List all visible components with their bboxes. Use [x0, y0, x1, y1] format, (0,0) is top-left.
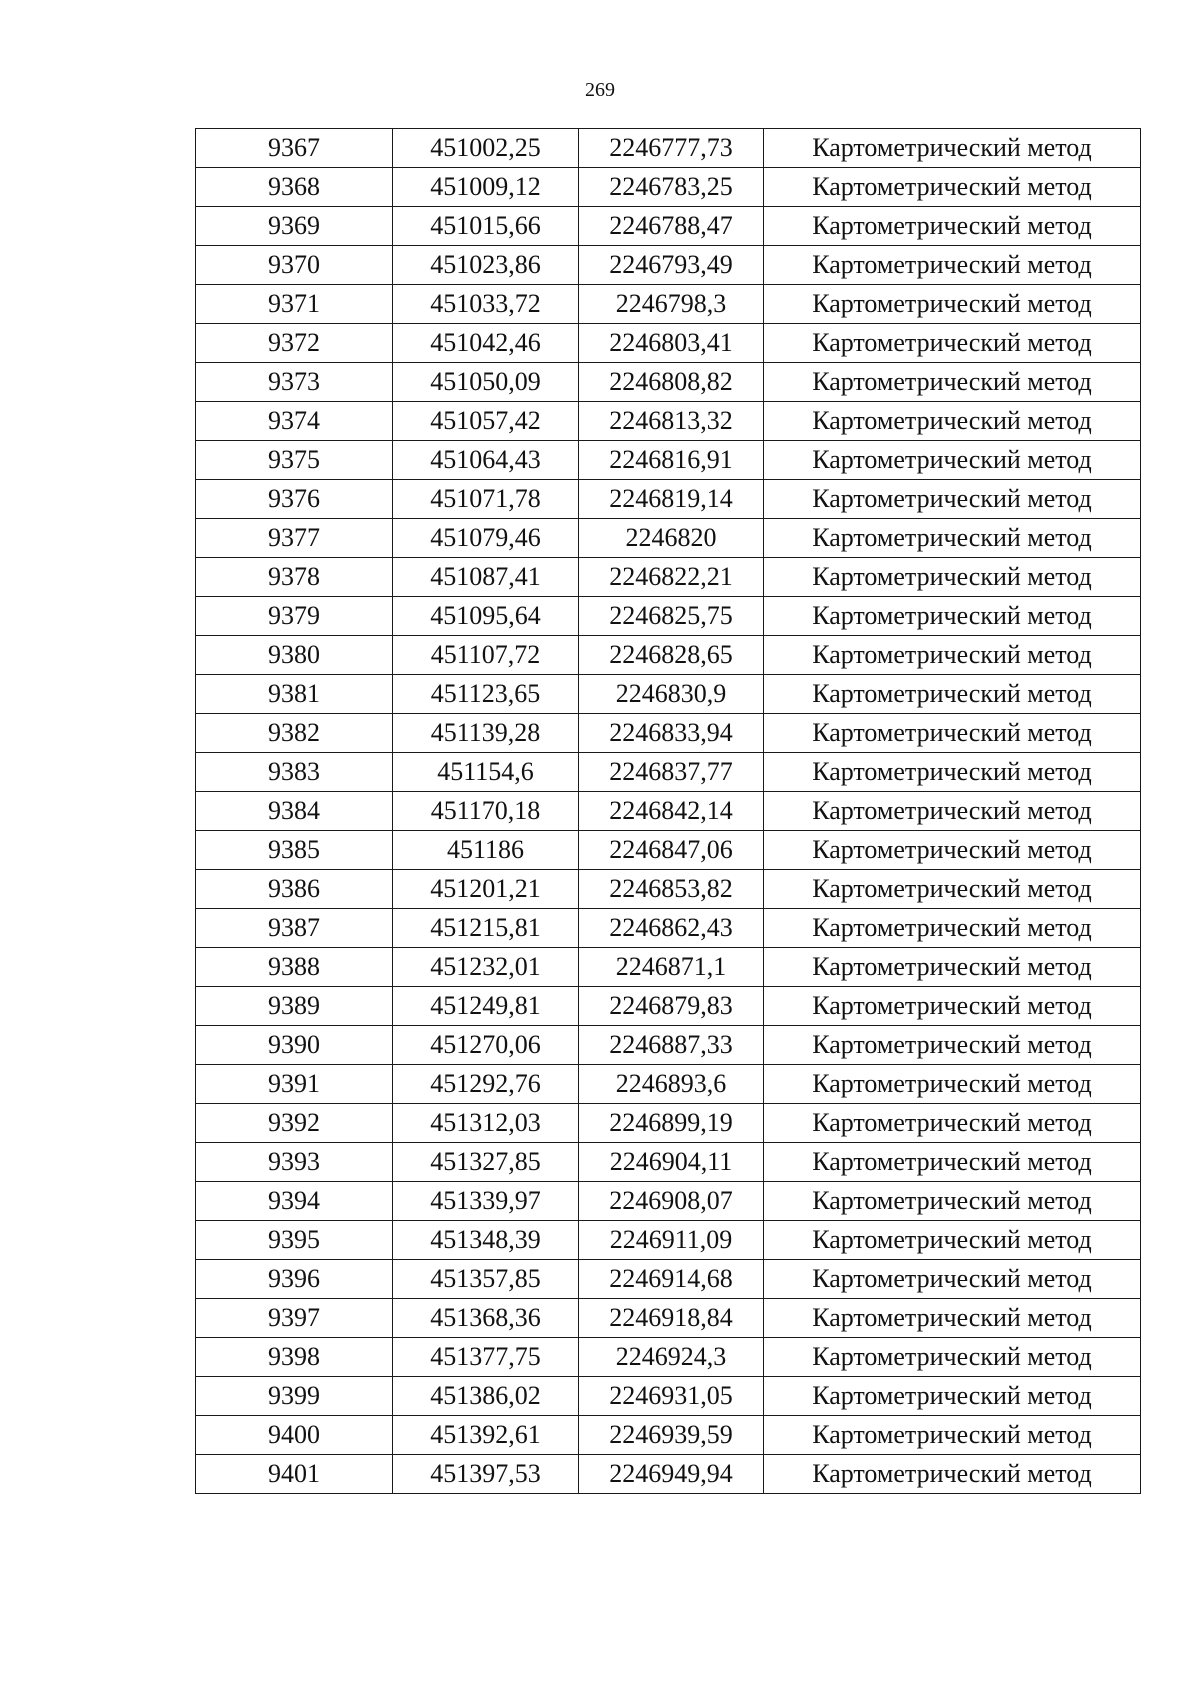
table-row [196, 207, 1141, 246]
point-number-cell: 9380 [196, 636, 393, 675]
point-number-cell: 9377 [196, 519, 393, 558]
x-coordinate-cell: 451079,46 [393, 519, 579, 558]
y-coordinate-cell: 2246822,21 [579, 558, 764, 597]
y-coordinate-cell: 2246830,9 [579, 675, 764, 714]
y-coordinate-cell: 2246879,83 [579, 987, 764, 1026]
table-row [196, 1065, 1141, 1104]
method-cell: Картометрический метод [764, 675, 1141, 714]
table-row [196, 1299, 1141, 1338]
x-coordinate-cell: 451057,42 [393, 402, 579, 441]
y-coordinate-cell: 2246939,59 [579, 1416, 764, 1455]
point-number-cell: 9373 [196, 363, 393, 402]
method-cell: Картометрический метод [764, 870, 1141, 909]
y-coordinate-cell: 2246887,33 [579, 1026, 764, 1065]
point-number-cell: 9376 [196, 480, 393, 519]
point-number-cell: 9381 [196, 675, 393, 714]
x-coordinate-cell: 451042,46 [393, 324, 579, 363]
point-number-cell: 9386 [196, 870, 393, 909]
table-row [196, 714, 1141, 753]
table-row [196, 129, 1141, 168]
method-cell: Картометрический метод [764, 948, 1141, 987]
table-row [196, 1104, 1141, 1143]
method-cell: Картометрический метод [764, 1104, 1141, 1143]
table-row [196, 636, 1141, 675]
point-number-cell: 9398 [196, 1338, 393, 1377]
x-coordinate-cell: 451095,64 [393, 597, 579, 636]
table-row [196, 1455, 1141, 1494]
table-row [196, 168, 1141, 207]
method-cell: Картометрический метод [764, 831, 1141, 870]
table-row [196, 285, 1141, 324]
y-coordinate-cell: 2246783,25 [579, 168, 764, 207]
method-cell: Картометрический метод [764, 1026, 1141, 1065]
y-coordinate-cell: 2246862,43 [579, 909, 764, 948]
method-cell: Картометрический метод [764, 363, 1141, 402]
table-row [196, 1182, 1141, 1221]
point-number-cell: 9387 [196, 909, 393, 948]
method-cell: Картометрический метод [764, 1221, 1141, 1260]
x-coordinate-cell: 451009,12 [393, 168, 579, 207]
method-cell: Картометрический метод [764, 1182, 1141, 1221]
table-row [196, 597, 1141, 636]
method-cell: Картометрический метод [764, 909, 1141, 948]
y-coordinate-cell: 2246793,49 [579, 246, 764, 285]
y-coordinate-cell: 2246837,77 [579, 753, 764, 792]
method-cell: Картометрический метод [764, 558, 1141, 597]
y-coordinate-cell: 2246899,19 [579, 1104, 764, 1143]
point-number-cell: 9378 [196, 558, 393, 597]
method-cell: Картометрический метод [764, 1065, 1141, 1104]
y-coordinate-cell: 2246911,09 [579, 1221, 764, 1260]
point-number-cell: 9372 [196, 324, 393, 363]
x-coordinate-cell: 451392,61 [393, 1416, 579, 1455]
y-coordinate-cell: 2246842,14 [579, 792, 764, 831]
point-number-cell: 9392 [196, 1104, 393, 1143]
y-coordinate-cell: 2246798,3 [579, 285, 764, 324]
table-row [196, 480, 1141, 519]
table-row [196, 441, 1141, 480]
point-number-cell: 9390 [196, 1026, 393, 1065]
coordinates-table-body [196, 129, 1141, 1494]
method-cell: Картометрический метод [764, 1299, 1141, 1338]
point-number-cell: 9371 [196, 285, 393, 324]
table-row [196, 1416, 1141, 1455]
point-number-cell: 9375 [196, 441, 393, 480]
point-number-cell: 9368 [196, 168, 393, 207]
method-cell: Картометрический метод [764, 402, 1141, 441]
table-row [196, 1221, 1141, 1260]
point-number-cell: 9397 [196, 1299, 393, 1338]
x-coordinate-cell: 451023,86 [393, 246, 579, 285]
method-cell: Картометрический метод [764, 207, 1141, 246]
method-cell: Картометрический метод [764, 1416, 1141, 1455]
x-coordinate-cell: 451327,85 [393, 1143, 579, 1182]
x-coordinate-cell: 451107,72 [393, 636, 579, 675]
x-coordinate-cell: 451170,18 [393, 792, 579, 831]
method-cell: Картометрический метод [764, 597, 1141, 636]
point-number-cell: 9400 [196, 1416, 393, 1455]
method-cell: Картометрический метод [764, 519, 1141, 558]
y-coordinate-cell: 2246825,75 [579, 597, 764, 636]
x-coordinate-cell: 451312,03 [393, 1104, 579, 1143]
table-row [196, 1143, 1141, 1182]
y-coordinate-cell: 2246819,14 [579, 480, 764, 519]
point-number-cell: 9394 [196, 1182, 393, 1221]
x-coordinate-cell: 451064,43 [393, 441, 579, 480]
point-number-cell: 9389 [196, 987, 393, 1026]
table-row [196, 753, 1141, 792]
point-number-cell: 9388 [196, 948, 393, 987]
table-row [196, 675, 1141, 714]
x-coordinate-cell: 451339,97 [393, 1182, 579, 1221]
x-coordinate-cell: 451357,85 [393, 1260, 579, 1299]
x-coordinate-cell: 451292,76 [393, 1065, 579, 1104]
y-coordinate-cell: 2246908,07 [579, 1182, 764, 1221]
x-coordinate-cell: 451348,39 [393, 1221, 579, 1260]
table-row [196, 1377, 1141, 1416]
y-coordinate-cell: 2246931,05 [579, 1377, 764, 1416]
x-coordinate-cell: 451215,81 [393, 909, 579, 948]
point-number-cell: 9396 [196, 1260, 393, 1299]
point-number-cell: 9395 [196, 1221, 393, 1260]
point-number-cell: 9382 [196, 714, 393, 753]
x-coordinate-cell: 451232,01 [393, 948, 579, 987]
point-number-cell: 9385 [196, 831, 393, 870]
x-coordinate-cell: 451087,41 [393, 558, 579, 597]
point-number-cell: 9374 [196, 402, 393, 441]
x-coordinate-cell: 451270,06 [393, 1026, 579, 1065]
method-cell: Картометрический метод [764, 792, 1141, 831]
point-number-cell: 9391 [196, 1065, 393, 1104]
x-coordinate-cell: 451015,66 [393, 207, 579, 246]
y-coordinate-cell: 2246871,1 [579, 948, 764, 987]
point-number-cell: 9370 [196, 246, 393, 285]
method-cell: Картометрический метод [764, 714, 1141, 753]
x-coordinate-cell: 451377,75 [393, 1338, 579, 1377]
method-cell: Картометрический метод [764, 753, 1141, 792]
table-row [196, 792, 1141, 831]
table-row [196, 870, 1141, 909]
y-coordinate-cell: 2246893,6 [579, 1065, 764, 1104]
method-cell: Картометрический метод [764, 1338, 1141, 1377]
method-cell: Картометрический метод [764, 168, 1141, 207]
y-coordinate-cell: 2246816,91 [579, 441, 764, 480]
method-cell: Картометрический метод [764, 1377, 1141, 1416]
x-coordinate-cell: 451154,6 [393, 753, 579, 792]
table-row [196, 324, 1141, 363]
table-row [196, 831, 1141, 870]
x-coordinate-cell: 451050,09 [393, 363, 579, 402]
x-coordinate-cell: 451249,81 [393, 987, 579, 1026]
coordinates-table [195, 128, 1141, 1494]
y-coordinate-cell: 2246803,41 [579, 324, 764, 363]
y-coordinate-cell: 2246828,65 [579, 636, 764, 675]
point-number-cell: 9369 [196, 207, 393, 246]
table-row [196, 402, 1141, 441]
x-coordinate-cell: 451186 [393, 831, 579, 870]
point-number-cell: 9379 [196, 597, 393, 636]
y-coordinate-cell: 2246820 [579, 519, 764, 558]
y-coordinate-cell: 2246813,32 [579, 402, 764, 441]
x-coordinate-cell: 451002,25 [393, 129, 579, 168]
y-coordinate-cell: 2246808,82 [579, 363, 764, 402]
x-coordinate-cell: 451139,28 [393, 714, 579, 753]
method-cell: Картометрический метод [764, 1143, 1141, 1182]
table-row [196, 1026, 1141, 1065]
table-row [196, 1338, 1141, 1377]
table-row [196, 519, 1141, 558]
x-coordinate-cell: 451201,21 [393, 870, 579, 909]
y-coordinate-cell: 2246777,73 [579, 129, 764, 168]
y-coordinate-cell: 2246949,94 [579, 1455, 764, 1494]
point-number-cell: 9399 [196, 1377, 393, 1416]
method-cell: Картометрический метод [764, 285, 1141, 324]
table-row [196, 1260, 1141, 1299]
table-row [196, 246, 1141, 285]
x-coordinate-cell: 451123,65 [393, 675, 579, 714]
x-coordinate-cell: 451386,02 [393, 1377, 579, 1416]
y-coordinate-cell: 2246924,3 [579, 1338, 764, 1377]
method-cell: Картометрический метод [764, 480, 1141, 519]
table-row [196, 558, 1141, 597]
method-cell: Картометрический метод [764, 987, 1141, 1026]
method-cell: Картометрический метод [764, 441, 1141, 480]
y-coordinate-cell: 2246788,47 [579, 207, 764, 246]
point-number-cell: 9367 [196, 129, 393, 168]
table-row [196, 909, 1141, 948]
y-coordinate-cell: 2246833,94 [579, 714, 764, 753]
y-coordinate-cell: 2246904,11 [579, 1143, 764, 1182]
x-coordinate-cell: 451368,36 [393, 1299, 579, 1338]
method-cell: Картометрический метод [764, 1455, 1141, 1494]
x-coordinate-cell: 451397,53 [393, 1455, 579, 1494]
table-row [196, 948, 1141, 987]
point-number-cell: 9393 [196, 1143, 393, 1182]
x-coordinate-cell: 451071,78 [393, 480, 579, 519]
point-number-cell: 9401 [196, 1455, 393, 1494]
x-coordinate-cell: 451033,72 [393, 285, 579, 324]
method-cell: Картометрический метод [764, 324, 1141, 363]
y-coordinate-cell: 2246914,68 [579, 1260, 764, 1299]
point-number-cell: 9384 [196, 792, 393, 831]
method-cell: Картометрический метод [764, 1260, 1141, 1299]
table-row [196, 987, 1141, 1026]
method-cell: Картометрический метод [764, 246, 1141, 285]
y-coordinate-cell: 2246918,84 [579, 1299, 764, 1338]
point-number-cell: 9383 [196, 753, 393, 792]
y-coordinate-cell: 2246847,06 [579, 831, 764, 870]
y-coordinate-cell: 2246853,82 [579, 870, 764, 909]
page-number: 269 [585, 79, 615, 101]
method-cell: Картометрический метод [764, 636, 1141, 675]
method-cell: Картометрический метод [764, 129, 1141, 168]
table-row [196, 363, 1141, 402]
